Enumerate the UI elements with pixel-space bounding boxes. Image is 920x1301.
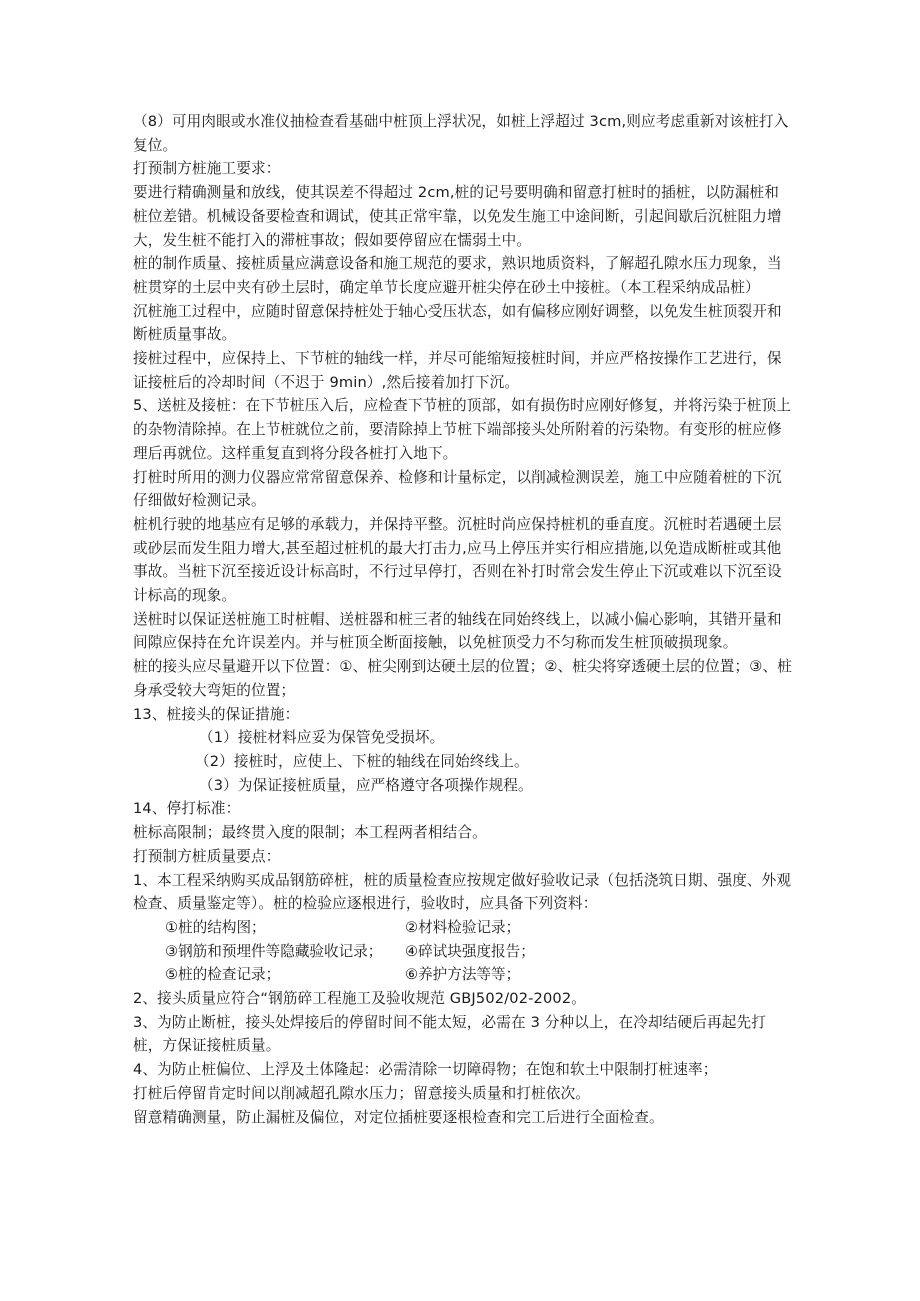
document-list-row xyxy=(133,940,793,964)
list-item: ①桩的结构图； xyxy=(165,918,266,936)
list-item: ③钢筋和预埋件等隐藏验收记录； xyxy=(165,942,383,960)
list-item-joint-1: （1）接桩材料应妥为保管免受损坏。 xyxy=(199,729,445,747)
paragraph-sinking-process: 沉桩施工过程中，应随时留意保持桩处于轴心受压状态，如有偏移应刚好调整，以免发生桩顶裂开和断桩质量事故。 xyxy=(133,302,782,344)
paragraph-stop-criteria: 桩标高限制；最终贯入度的限制；本工程两者相结合。 xyxy=(133,824,487,842)
list-item: ⑥养护方法等等； xyxy=(405,966,521,984)
paragraph-1-acceptance: 1、本工程采纳购买成品钢筋碎桩，桩的质量检查应按规定做好验收记录（包括浇筑日期、强度、外观检查、质量鉴定等）。桩的检验应逐根进行，验收时，应具备下列资料： xyxy=(133,871,792,913)
paragraph-driving-axis: 送桩时以保证送桩施工时桩帽、送桩器和桩三者的轴线在同始终线上，以减小偏心影响，其错开量和间隙应保持在允许误差内。并与桩顶全断面接触，以免桩顶受力不匀称而发生桩顶破损现象。 xyxy=(133,610,782,652)
heading-13-joint-measures: 13、桩接头的保证措施： xyxy=(133,705,300,723)
list-item: ②材料检验记录； xyxy=(405,918,521,936)
list-item: ④碎试块强度报告； xyxy=(405,942,535,960)
paragraph-accurate-survey: 留意精确测量，防止漏桩及偏位，对定位插桩要逐根检查和完工后进行全面检查。 xyxy=(133,1108,664,1126)
heading-precast-pile-requirements: 打预制方桩施工要求： xyxy=(133,160,281,178)
paragraph-pore-pressure: 打桩后停留肯定时间以削减超孔隙水压力；留意接头质量和打桩依次。 xyxy=(133,1084,591,1102)
paragraph-2-joint-quality: 2、接头质量应符合“钢筋碎工程施工及验收规范 GBJ502/02-2002。 xyxy=(133,990,587,1008)
paragraph-4-prevent-offset: 4、为防止桩偏位、上浮及土体隆起：必需清除一切障碍物；在饱和软土中限制打桩速率； xyxy=(133,1061,718,1079)
paragraph-pile-quality: 桩的制作质量、接桩质量应满意设备和施工规范的要求，熟识地质资料，了解超孔隙水压力现象，当桩贯穿的土层中夹有砂土层时，确定单节长度应避开桩尖停在砂土中接桩。（本工程采纳成品桩） xyxy=(133,255,782,296)
paragraph-joint-positions: 桩的接头应尽量避开以下位置：①、桩尖刚到达硬土层的位置；②、桩尖将穿透硬土层的位置；③、桩身承受较大弯矩的位置； xyxy=(133,658,792,699)
document-list-row xyxy=(133,916,793,940)
list-item: ⑤桩的检查记录； xyxy=(165,966,281,984)
paragraph-force-instruments: 打桩时所用的测力仪器应常常留意保养、检修和计量标定，以削减检测误差，施工中应随着桩的下沉仔细做好检测记录。 xyxy=(133,468,782,510)
document-list-row xyxy=(133,963,793,987)
paragraph-3-prevent-break: 3、为防止断桩，接头处焊接后的停留时间不能太短，必需在 3 分种以上，在冷却结硬后再起先打桩，方保证接桩质量。 xyxy=(133,1013,766,1055)
paragraph-pile-joining: 接桩过程中，应保持上、下节桩的轴线一样，并尽可能缩短接桩时间，并应严格按操作工艺进行，保证接桩后的冷却时间（不迟于 9min）,然后接着加打下沉。 xyxy=(133,350,782,391)
paragraph-survey-setout: 要进行精确测量和放线，使其误差不得超过 2cm,桩的记号要明确和留意打桩时的插桩，以防漏桩和桩位差错。机械设备要检查和调试，使其正常牢靠，以免发生施工中途间断，引起间歇后沉桩阻力增大，发生桩不能打入的滞桩事故；假如要停留应在懦弱土中。 xyxy=(133,184,782,249)
heading-quality-points: 打预制方桩质量要点： xyxy=(133,847,281,865)
paragraph-rig-foundation: 桩机行驶的地基应有足够的承载力，并保持平整。沉桩时尚应保持桩机的垂直度。沉桩时若遇硬土层或砂层而发生阻力增大,甚至超过桩机的最大打击力,应马上停压并实行相应措施,以免造成断桩或其他事故。当桩下沉至接近设计标高时，不行过早停打，否则在补打时常会发生停止下沉或难以下沉至设计标高的现象。 xyxy=(133,515,782,605)
paragraph-5-driving-joining: 5、送桩及接桩：在下节桩压入后，应检查下节桩的顶部，如有损伤时应刚好修复，并将污染于桩顶上的杂物清除掉。在上节桩就位之前，要清除掉上节桩下端部接头处所附着的污染物。有变形的桩应修理后再就位。这样重复直到将分段各桩打入地下。 xyxy=(133,397,792,462)
list-item-joint-2: （2）接桩时，应使上、下桩的轴线在同始终线上。 xyxy=(195,752,529,770)
document-body xyxy=(133,110,793,1129)
list-item-joint-3: （3）为保证接桩质量，应严格遵守各项操作规程。 xyxy=(199,776,533,794)
heading-14-stop-criteria: 14、停打标准： xyxy=(133,800,241,818)
paragraph-8-float-check: （8）可用肉眼或水准仪抽检查看基础中桩顶上浮状况，如桩上浮超过 3cm,则应考虑重新对该桩打入复位。 xyxy=(133,113,789,154)
